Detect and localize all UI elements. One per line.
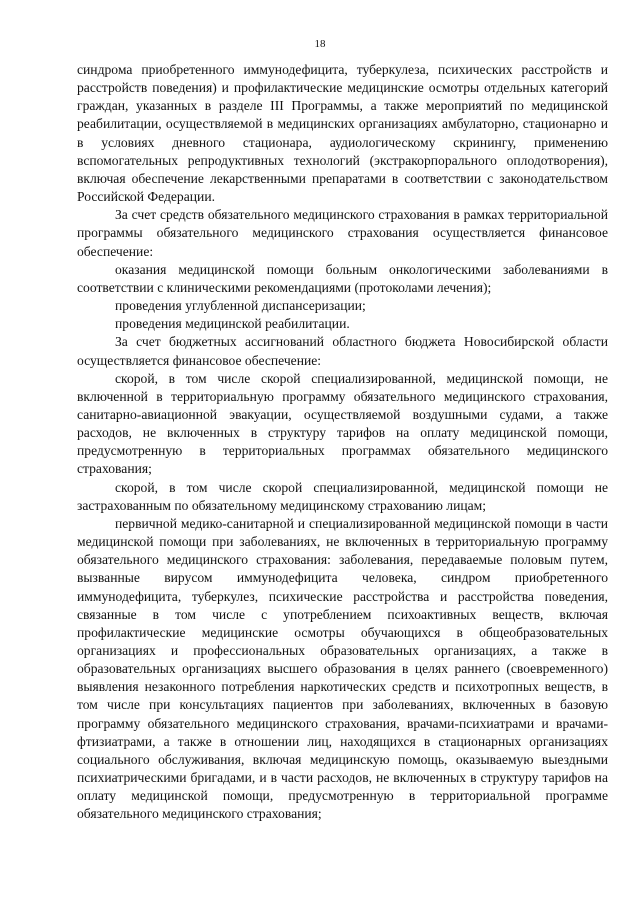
paragraph-regional-budget-funding: За счет бюджетных ассигнований областного бюджета Новосибирской области осуществляется финансовое обеспечение:: [77, 334, 608, 368]
page-number: 18: [314, 38, 326, 50]
list-item-oncology-care: оказания медицинской помощи больным онкологическими заболеваниями в соответствии с клиническими рекомендациями (протоколами лечения);: [77, 261, 608, 295]
paragraph-continuation: синдрома приобретенного иммунодефицита, туберкулеза, психических расстройств и расстройств поведения) и профилактические медицинские осмотры отдельных категорий граждан, указанных в разделе III Программы, а также мероприятий по медицинской реабилитации, осуществляемой в медицинских организациях амбулаторно, стационарно и в условиях дневного стационара, аудиологическому скринингу, применению вспомогательных репродуктивных технологий (экстракорпорального оплодотворения), включая обеспечение лекарственными препаратами в соответствии с законодательством Российской Федерации.: [77, 62, 608, 205]
list-item-primary-specialized-care: первичной медико-санитарной и специализированной медицинской помощи в части медицинской помощи при заболеваниях, не включенных в территориальную программу обязательного медицинского страхования: заболевания, передаваемые половым путем, вызванные вирусом иммунодефицита человека, синдром приобретенного иммунодефицита, туберкулез, психические расстройства и расстройства поведения, связанные в том числе с употреблением психоактивных веществ, включая профилактические медицинские осмотры обучающихся в общеобразовательных организациях и профессиональных образовательных организациях, а также в образовательных организациях высшего образования в целях раннего (своевременного) выявления незаконного потребления наркотических средств и психотропных веществ, в том числе при консультациях пациентов при заболеваниях, включенных в базовую программу обязательного медицинского страхования, врачами-психиатрами и врачами-фтизиатрами, а также в отношении лиц, находящихся в стационарных организациях социального обслуживания, включая медицинскую помощь, оказываемую выездными психиатрическими бригадами, и в части расходов, не включенных в структуру тарифов на оплату медицинской помощи, предусмотренную в территориальной программе обязательного медицинского страхования;: [77, 515, 608, 822]
list-item-emergency-uninsured: скорой, в том числе скорой специализированной, медицинской помощи не застрахованным по обязательному медицинскому страхованию лицам;: [77, 479, 608, 513]
list-item-emergency-care: скорой, в том числе скорой специализированной, медицинской помощи, не включенной в территориальную программу обязательного медицинского страхования, санитарно-авиационной эвакуации, осуществляемой воздушными судами, а также расходов, не включенных в структуру тарифов на оплату медицинской помощи, предусмотренную в территориальных программах обязательного медицинского страхования;: [77, 370, 608, 477]
document-body: [77, 61, 608, 824]
list-item-rehabilitation: проведения медицинской реабилитации.: [115, 316, 350, 332]
list-item-in-depth-screening: проведения углубленной диспансеризации;: [115, 298, 366, 314]
paragraph-oms-funding: За счет средств обязательного медицинского страхования в рамках территориальной программы обязательного медицинского страхования осуществляется финансовое обеспечение:: [77, 207, 608, 259]
